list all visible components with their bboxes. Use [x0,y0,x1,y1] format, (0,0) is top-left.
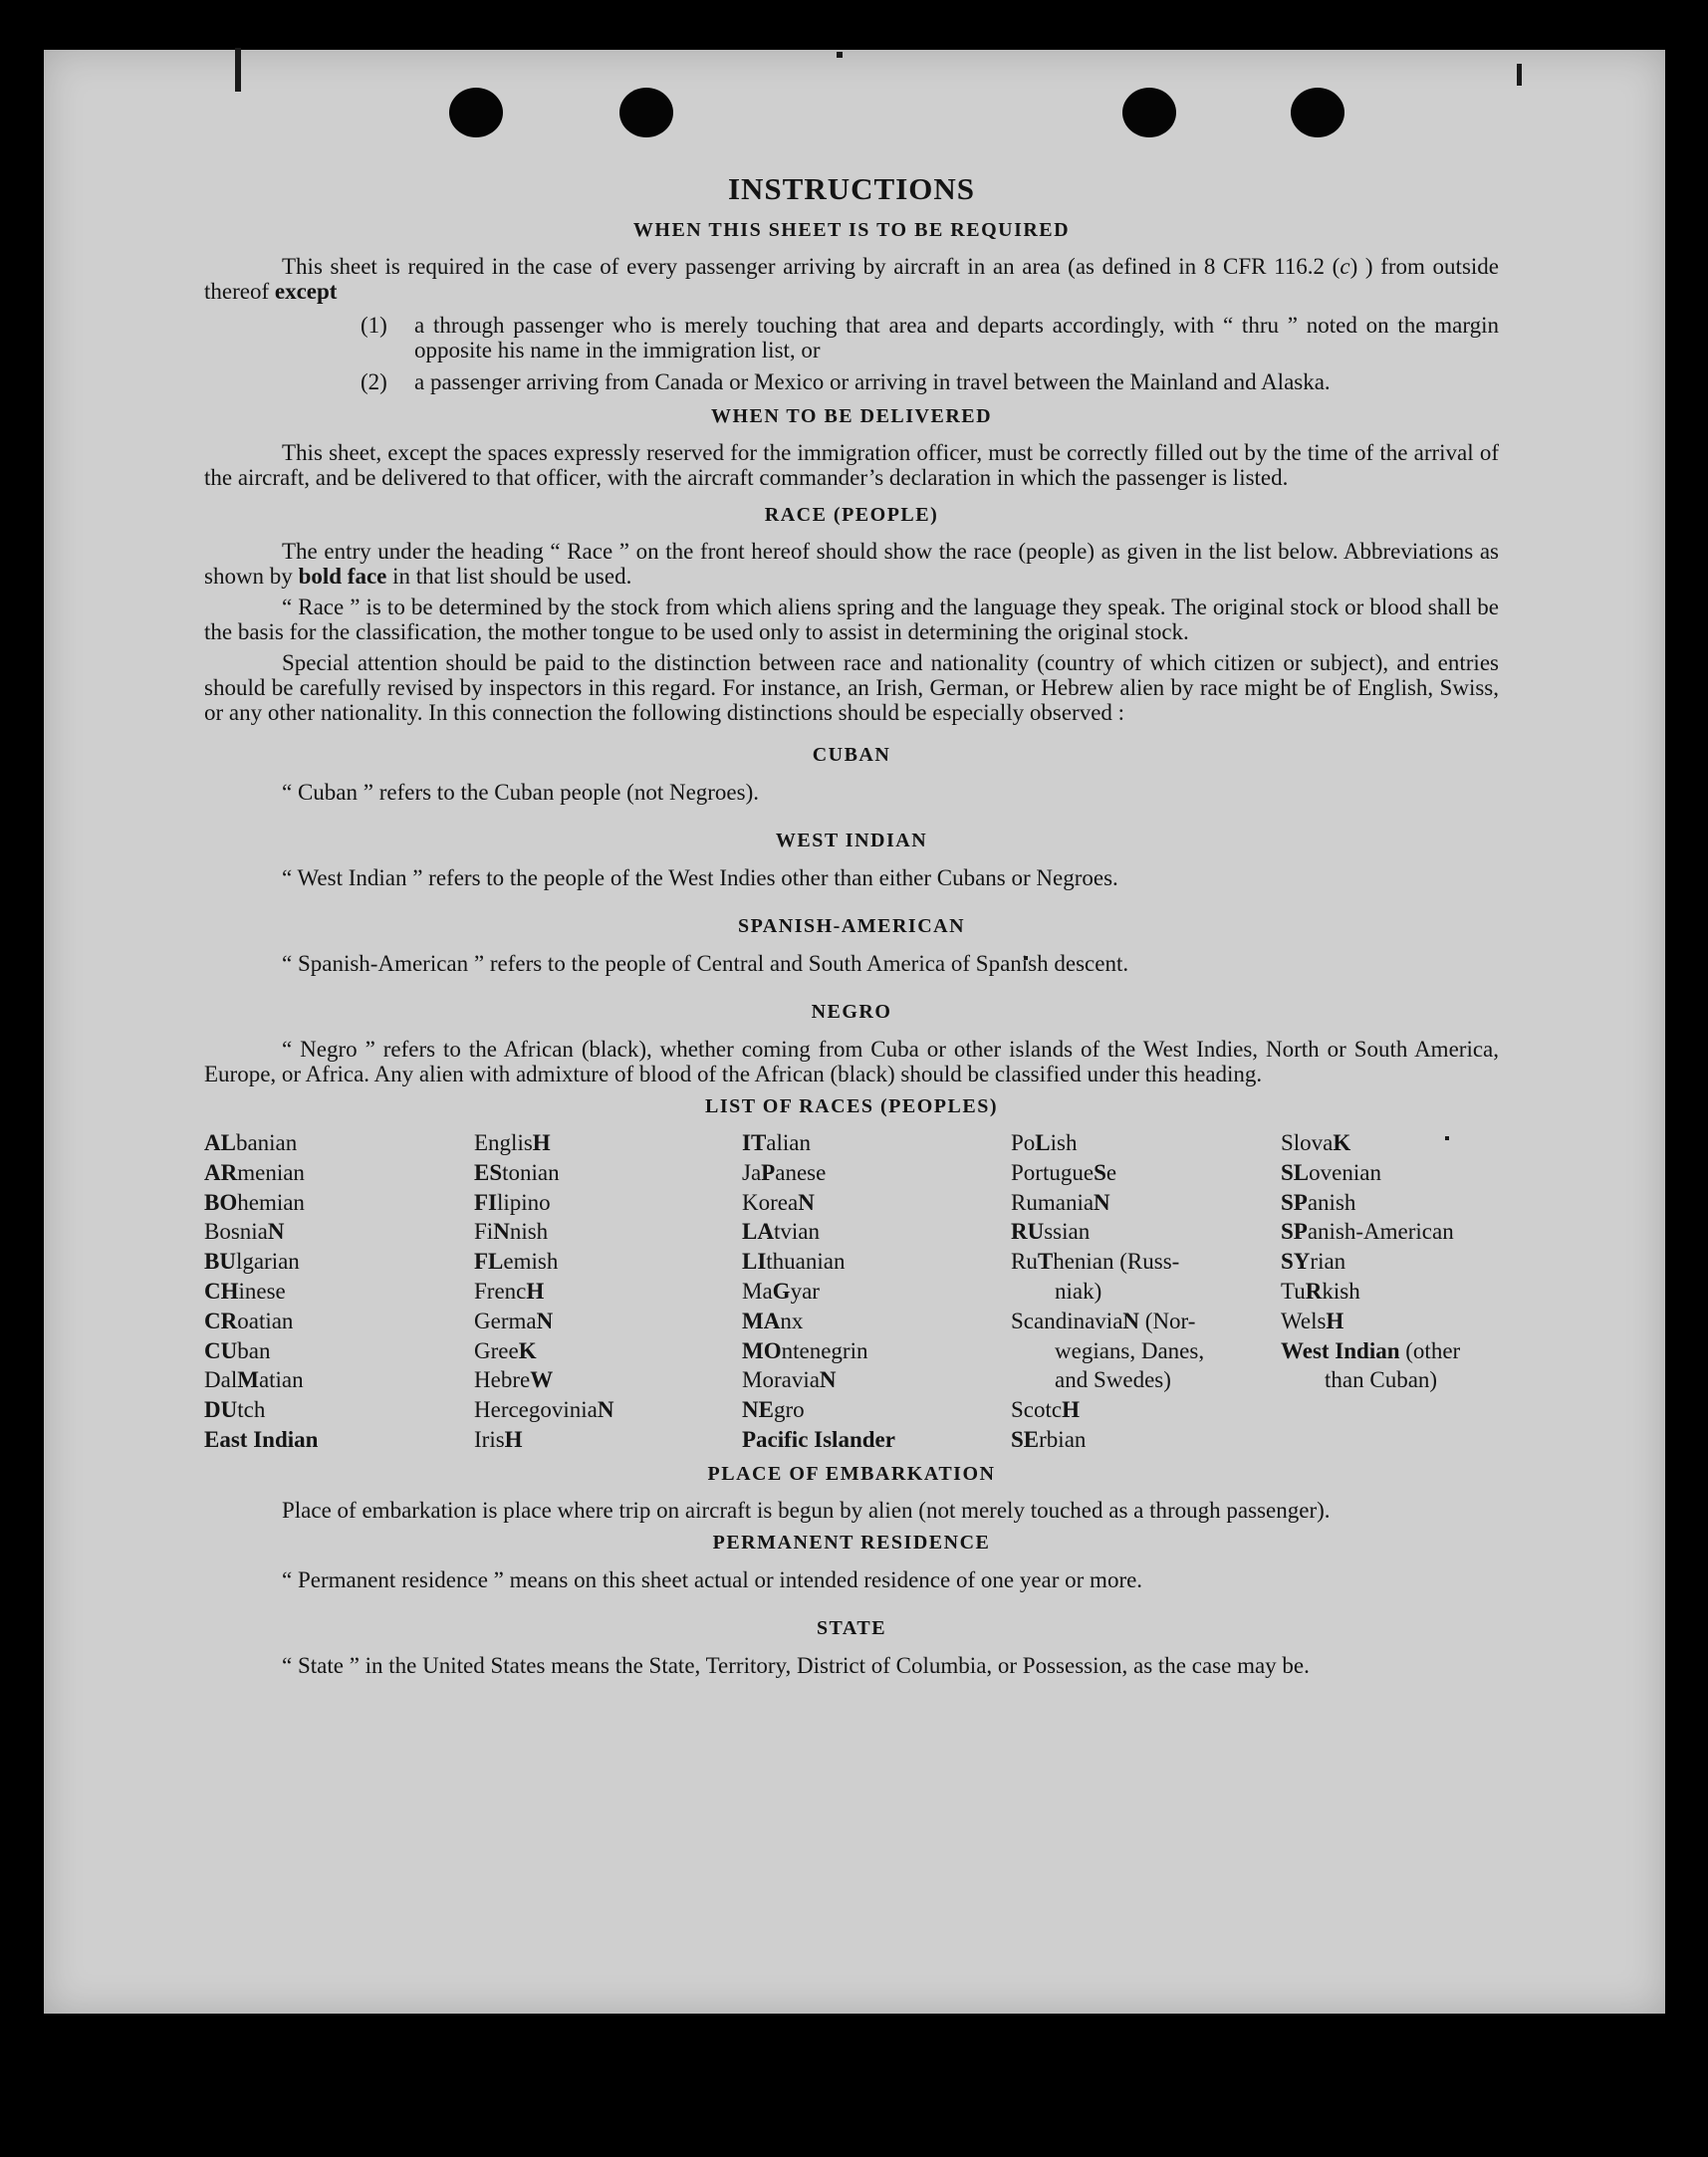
race-column [474,1128,742,1455]
race-entry: FiNnish [474,1219,549,1245]
staple-mark [1517,64,1522,86]
heading-when-required: WHEN THIS SHEET IS TO BE REQUIRED [632,219,1071,241]
paragraph-spanish-american: “ Spanish-American ” refers to the people of Central and South America of Spanish descent. [282,951,1129,976]
punch-hole [619,88,673,137]
race-entry: ARmenian [204,1159,305,1185]
race-entry: CUban [204,1337,271,1363]
race-entry: niak) [1055,1278,1102,1304]
race-entry: East Indian [204,1426,319,1452]
race-entry: LAtvian [742,1219,820,1245]
race-column [204,1128,474,1455]
race-entry: JaPanese [742,1159,827,1185]
race-entry: wegians, Danes, [1055,1337,1205,1363]
race-entry: BosniaN [204,1219,285,1245]
race-column [742,1128,1011,1455]
race-column [1281,1128,1499,1455]
paragraph-race-2: “ Race ” is to be determined by the stock from which aliens spring and the language they speak. The original stock or blood shall be the basis for the classification, the mother tongue to be used only to assist in determining the original stock. [204,595,1499,644]
paragraph-west-indian: “ West Indian ” refers to the people of the West Indies other than either Cubans or Negroes. [282,865,1118,890]
race-entry: FIlipino [474,1189,551,1215]
heading-when-delivered: WHEN TO BE DELIVERED [710,405,993,427]
race-entry: Pacific Islander [742,1426,895,1452]
race-entry: DUtch [204,1397,266,1423]
paragraph-negro: “ Negro ” refers to the African (black), whether coming from Cuba or other islands of the West Indies, North or South America, Europe, or Africa. Any alien with admixture of blood of the African (black) should be classified under this heading. [204,1037,1499,1086]
paragraph-race-3: Special attention should be paid to the distinction between race and nationality (country of which citizen or subject), and entries should be carefully revised by inspectors in this regard. For instance, an Irish, German, or Hebrew alien by race might be of English, Swiss, or any other nationality. In this connection the following distinctions should be especially observed : [204,650,1499,725]
paragraph-state: “ State ” in the United States means the State, Territory, District of Columbia, or Possession, as the case may be. [282,1652,1310,1678]
race-entry: LIthuanian [742,1249,846,1275]
heading-race: RACE (PEOPLE) [764,504,939,526]
exception-item: (1) a through passenger who is merely touching that area and departs accordingly, with “ thru ” noted on the margin opposite his name in the immigration list, or [361,313,1499,362]
heading-state: STATE [816,1616,887,1639]
paragraph-permanent-residence: “ Permanent residence ” means on this sheet actual or intended residence of one year or more. [282,1566,1143,1592]
paragraph-when-required: This sheet is required in the case of every passenger arriving by aircraft in an area (as defined in 8 CFR 116.2 (c) ) from outside thereof except [204,254,1499,304]
paragraph-embarkation: Place of embarkation is place where trip on aircraft is begun by alien (not merely touched as a through passenger). [282,1497,1331,1523]
race-entry: RUssian [1011,1219,1091,1245]
exception-item: (2) a passenger arriving from Canada or Mexico or arriving in travel between the Mainland and Alaska. [361,369,1331,394]
paragraph-cuban: “ Cuban ” refers to the Cuban people (not Negroes). [282,780,760,805]
race-entry: MoraviaN [742,1367,837,1393]
race-entry: EStonian [474,1159,560,1185]
race-entry: TuRkish [1281,1278,1360,1304]
paragraph-when-delivered: This sheet, except the spaces expressly reserved for the immigration officer, must be correctly filled out by the time of the arrival of the aircraft, and be delivered to that officer, with the aircraft commander’s declaration in which the passenger is listed. [204,440,1499,490]
staple-mark [235,48,241,92]
race-entry: CHinese [204,1278,286,1304]
race-entry: HercegoviniaN [474,1397,614,1423]
race-entry: GreeK [474,1337,537,1363]
race-entry: West Indian (other [1281,1337,1461,1363]
race-entry: MAnx [742,1308,804,1333]
race-entry: CRoatian [204,1308,294,1333]
instructions-content [204,171,1499,1678]
race-entry: WelsH [1281,1308,1344,1333]
race-entry: ScandinaviaN (Nor- [1011,1308,1196,1333]
race-entry: ScotcH [1011,1397,1080,1423]
race-entry: BUlgarian [204,1249,300,1275]
race-entry: GermaN [474,1308,554,1333]
race-entry: FLemish [474,1249,559,1275]
race-entry: and Swedes) [1055,1367,1171,1393]
heading-cuban: CUBAN [812,744,891,766]
race-entry: IrisH [474,1426,523,1452]
punch-hole [1122,88,1176,137]
race-entry: KoreaN [742,1189,815,1215]
race-entry: RumaniaN [1011,1189,1110,1215]
race-entry: SErbian [1011,1426,1087,1452]
race-entry: SYrian [1281,1249,1346,1275]
race-column [1011,1128,1281,1455]
race-entry: HebreW [474,1367,554,1393]
race-entry: SPanish [1281,1189,1356,1215]
page-title: INSTRUCTIONS [727,171,975,206]
heading-negro: NEGRO [811,1001,892,1023]
race-entry: SPanish-American [1281,1219,1454,1245]
race-entry: NEgro [742,1397,805,1423]
race-entry: than Cuban) [1325,1367,1438,1393]
heading-embarkation: PLACE OF EMBARKATION [707,1462,996,1485]
race-entry: PortugueSe [1011,1159,1117,1185]
punch-hole [449,88,503,137]
race-entry: MOntenegrin [742,1337,868,1363]
race-entry: FrencH [474,1278,545,1304]
heading-permanent-residence: PERMANENT RESIDENCE [712,1531,991,1554]
race-entry: SlovaK [1281,1130,1351,1155]
race-entry: RuThenian (Russ- [1011,1249,1180,1275]
heading-spanish-american: SPANISH-AMERICAN [737,915,966,937]
race-entry: PoLish [1011,1130,1078,1155]
race-entry: ITalian [742,1130,811,1155]
race-entry: ALbanian [204,1130,298,1155]
race-entry: BOhemian [204,1189,305,1215]
punch-hole [1291,88,1344,137]
race-entry: EnglisH [474,1130,551,1155]
heading-list-of-races: LIST OF RACES (PEOPLES) [704,1095,998,1117]
heading-west-indian: WEST INDIAN [775,830,928,851]
race-entry: DalMatian [204,1367,304,1393]
race-entry: MaGyar [742,1278,820,1304]
paper-speck [837,52,843,58]
paragraph-race-1: The entry under the heading “ Race ” on the front hereof should show the race (people) as given in the list below. Abbreviations as shown by bold face in that list should be used. [204,539,1499,589]
race-entry: SLovenian [1281,1159,1381,1185]
race-list [204,1128,1499,1455]
